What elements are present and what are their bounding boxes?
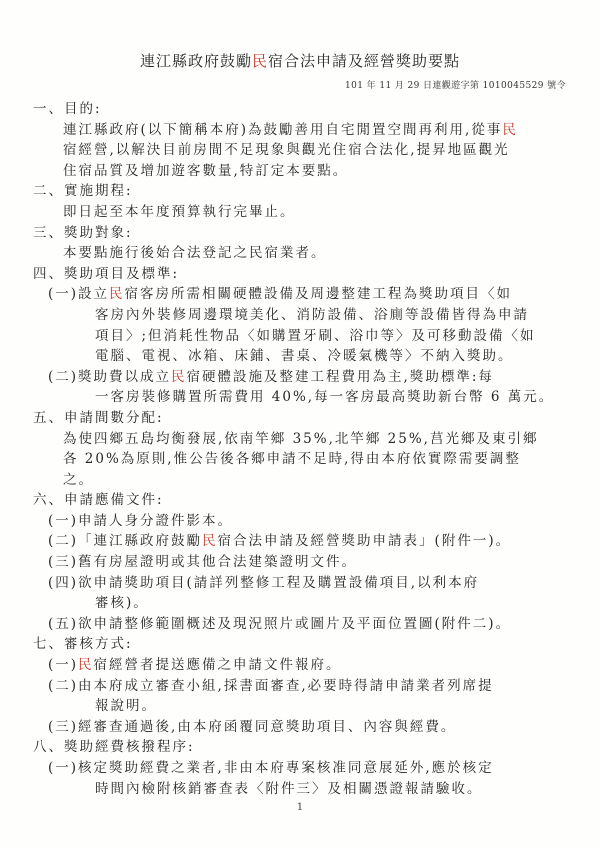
document-line xyxy=(0,737,600,758)
line-text: (一) xyxy=(48,657,79,674)
line-text: 客房內外裝修周邊環境美化、消防設備、浴廁等設備皆得為申請 xyxy=(95,306,529,323)
line-text: 五、申請間數分配: xyxy=(33,409,164,426)
line-text: 八、獎助經費核撥程序: xyxy=(33,739,195,756)
document-line xyxy=(0,99,600,120)
document-line xyxy=(0,161,600,182)
document-line xyxy=(0,449,600,470)
line-text: (一)設立 xyxy=(48,286,110,303)
red-highlight-char: 民 xyxy=(502,121,518,138)
document-line xyxy=(0,779,600,800)
document-line xyxy=(0,511,600,532)
line-text: 連江縣政府(以下簡稱本府)為鼓勵善用自宅閒置空間再利用,從事 xyxy=(63,121,503,138)
line-text: (三)經審查通過後,由本府函覆同意獎助項目、內容與經費。 xyxy=(48,718,457,735)
line-text: 項目〉;但消耗性物品〈如購置牙刷、浴巾等〉及可移動設備〈如 xyxy=(95,327,536,344)
document-body xyxy=(0,99,600,799)
document-line xyxy=(0,634,600,655)
title-red-char: 民 xyxy=(251,52,268,70)
line-text: (一)核定獎助經費之業者,非由本府專案核准同意展延外,應於核定 xyxy=(48,760,494,776)
line-text: 六、申請應備文件: xyxy=(33,492,164,509)
line-text: 一、目的: xyxy=(33,101,102,117)
document-line xyxy=(0,264,600,285)
line-text: 三、獎助對象: xyxy=(33,224,133,241)
document-line xyxy=(0,676,600,697)
document-line xyxy=(0,614,600,635)
line-text: (一)申請人身分證件影本。 xyxy=(48,512,234,529)
document-line xyxy=(0,552,600,573)
line-text: (五)欲申請整修範圍概述及現況照片或圖片及平面位置圖(附件二)。 xyxy=(48,615,512,632)
document-line xyxy=(0,573,600,594)
document-line xyxy=(0,202,600,223)
red-highlight-char: 民 xyxy=(109,286,125,303)
line-text: 四、獎助項目及標準: xyxy=(33,265,180,282)
red-highlight-char: 民 xyxy=(202,533,218,550)
line-text: 住宿品質及增加遊客數量,特訂定本要點。 xyxy=(63,162,349,179)
line-text: 二、實施期程: xyxy=(33,183,133,200)
document-line xyxy=(0,696,600,717)
title-text-pre: 連江縣政府鼓勵 xyxy=(139,52,252,70)
document-line xyxy=(0,387,600,408)
document-line xyxy=(0,120,600,141)
line-text: 即日起至本年度預算執行完畢止。 xyxy=(63,203,296,220)
document-line xyxy=(0,758,600,779)
line-text: 宿硬體設施及整建工程費用為主,獎助標準:每 xyxy=(186,368,494,385)
line-text: 七、審核方式: xyxy=(33,636,133,653)
document-line xyxy=(0,243,600,264)
line-text: 宿經營者提送應備之申請文件報府。 xyxy=(93,657,342,674)
line-text: 本要點施行後始合法登記之民宿業者。 xyxy=(63,245,327,262)
line-text: (二)獎助費以成立 xyxy=(48,368,172,385)
document-line xyxy=(0,284,600,305)
document-title xyxy=(0,0,600,71)
document-line xyxy=(0,531,600,552)
line-text: 宿經營,以解決目前房間不足現象與觀光住宿合法化,提昇地區觀光 xyxy=(63,142,510,159)
red-highlight-char: 民 xyxy=(78,657,94,674)
line-text: (四)欲申請獎助項目(請詳列整修工程及購置設備項目,以利本府 xyxy=(48,574,480,591)
document-line xyxy=(0,429,600,450)
document-line xyxy=(0,223,600,244)
line-text: 時間內檢附核銷審查表〈附件三〉及相關憑證報請驗收。 xyxy=(95,780,483,797)
document-line xyxy=(0,305,600,326)
document-line xyxy=(0,367,600,388)
document-line xyxy=(0,408,600,429)
line-text: (二)由本府成立審查小組,採書面審查,必要時得請申請業者列席提 xyxy=(48,677,494,694)
line-text: 各 20%為原則,惟公告後各鄉申請不足時,得由本府依實際需要調整 xyxy=(63,451,521,468)
red-highlight-char: 民 xyxy=(171,368,187,385)
document-line xyxy=(0,717,600,738)
document-line xyxy=(0,181,600,202)
line-text: 宿合法申請及經營獎助申請表」(附件一)。 xyxy=(217,533,512,550)
issue-number: 101 年 11 月 29 日連觀遊字第 1010045529 號令 xyxy=(345,81,566,91)
document-line xyxy=(0,346,600,367)
line-text: 宿客房所需相關硬體設備及周邊整建工程為獎助項目〈如 xyxy=(124,286,513,303)
document-line xyxy=(0,655,600,676)
line-text: 報說明。 xyxy=(95,698,157,715)
line-text: 審核)。 xyxy=(95,595,149,612)
line-text: 為使四鄉五島均衡發展,依南竿鄉 35%,北竿鄉 25%,莒光鄉及東引鄉 xyxy=(63,430,539,447)
document-line xyxy=(0,326,600,347)
line-text: 電腦、電視、冰箱、床鋪、書桌、冷暖氣機等〉不納入獎助。 xyxy=(95,348,514,365)
document-line xyxy=(0,470,600,491)
line-text: 一客房裝修購置所需費用 40%,每一客房最高獎助新台幣 6 萬元。 xyxy=(95,389,555,406)
page-number: 1 xyxy=(296,801,304,814)
document-line xyxy=(0,593,600,614)
line-text: 之。 xyxy=(63,471,94,488)
document-line xyxy=(0,490,600,511)
line-text: (二)「連江縣政府鼓勵 xyxy=(48,533,203,550)
title-text-post: 宿合法申請及經營獎助要點 xyxy=(268,52,461,70)
document-line xyxy=(0,140,600,161)
line-text: (三)舊有房屋證明或其他合法建築證明文件。 xyxy=(48,554,358,571)
